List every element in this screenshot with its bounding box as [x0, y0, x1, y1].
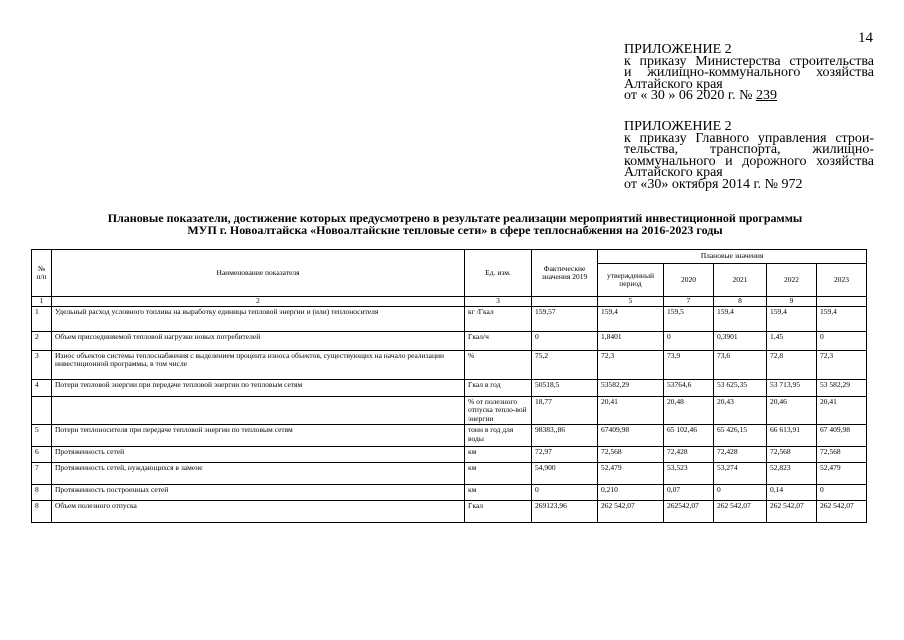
unit-cell: % от полезного отпуска тепло-вой энергии [465, 396, 532, 425]
value-cell: 53764,6 [664, 379, 714, 396]
row-number-cell: 7 [32, 463, 52, 485]
value-cell: 0,3901 [714, 331, 767, 350]
value-cell: 0 [532, 331, 598, 350]
heading-line-2: МУП г. Новоалтайска «Новоалтайские тепловые сети» в сфере теплоснабжения на 2016-2023 годы [187, 223, 723, 237]
header-fact: Фактические значения 2019 [532, 250, 598, 297]
unit-cell: тонн в год для воды [465, 425, 532, 447]
row-number-cell: 2 [32, 331, 52, 350]
value-cell: 54,900 [532, 463, 598, 485]
value-cell: 67409,98 [598, 425, 664, 447]
value-cell: 65 102,46 [664, 425, 714, 447]
table-row [32, 350, 867, 379]
indicator-name-cell: Протяженность сетей [52, 447, 465, 463]
indicators-table [31, 249, 867, 523]
indicator-name-cell: Потери тепловой энергии при передаче тепловой энергии по тепловым сетям [52, 379, 465, 396]
table-row [32, 306, 867, 331]
indicator-name-cell: Потери теплоносителя при передаче тепловой энергии по тепловым сетям [52, 425, 465, 447]
unit-cell: Гкал [465, 501, 532, 523]
value-cell: 262 542,07 [714, 501, 767, 523]
row-number-cell: 8 [32, 501, 52, 523]
value-cell: 20,41 [598, 396, 664, 425]
value-cell: 52,479 [817, 463, 867, 485]
column-number-cell: 9 [767, 297, 817, 307]
column-number-cell [817, 297, 867, 307]
unit-cell: Гкал/ч [465, 331, 532, 350]
document-heading [40, 212, 870, 236]
value-cell: 159,4 [598, 306, 664, 331]
column-number-cell: 5 [598, 297, 664, 307]
unit-cell: кг /Гкал [465, 306, 532, 331]
indicator-name-cell: Объем полезного отпуска [52, 501, 465, 523]
value-cell: 159,4 [817, 306, 867, 331]
value-cell: 72,8 [767, 350, 817, 379]
value-cell: 72,428 [664, 447, 714, 463]
page-number: 14 [858, 30, 873, 46]
value-cell: 0 [664, 331, 714, 350]
appendix-1-line: и жилищно-коммунального хозяйства [624, 65, 874, 80]
value-cell: 53 625,35 [714, 379, 767, 396]
header-num: № п/п [32, 250, 52, 297]
value-cell: 72,3 [817, 350, 867, 379]
unit-cell: км [465, 485, 532, 501]
header-approved: утвержденный период [598, 264, 664, 297]
value-cell: 52,823 [767, 463, 817, 485]
table-header [32, 250, 867, 307]
row-number-cell: 3 [32, 350, 52, 379]
appendix-1-line: к приказу Министерства строительства [624, 53, 874, 69]
value-cell: 20,48 [664, 396, 714, 425]
header-unit: Ед. изм. [465, 250, 532, 297]
appendix-2-line: к приказу Главного управления строи- [624, 130, 874, 146]
header-2023: 2023 [817, 264, 867, 297]
value-cell: 73,9 [664, 350, 714, 379]
indicator-name-cell: Удельный расход условного топлива на выработку единицы тепловой энергии и (или) теплоносителя [52, 306, 465, 331]
value-cell: 72,3 [598, 350, 664, 379]
column-number-cell: 7 [664, 297, 714, 307]
row-number-cell: 5 [32, 425, 52, 447]
value-cell: 72,568 [817, 447, 867, 463]
appendix-1-title: ПРИЛОЖЕНИЕ 2 [624, 42, 732, 57]
value-cell: 52,479 [598, 463, 664, 485]
value-cell: 53582,29 [598, 379, 664, 396]
unit-cell: км [465, 463, 532, 485]
table-row [32, 447, 867, 463]
value-cell: 159,5 [664, 306, 714, 331]
appendix-1-number: 239 [755, 88, 777, 103]
header-2020: 2020 [664, 264, 714, 297]
table-row [32, 425, 867, 447]
unit-cell: Гкал в год [465, 379, 532, 396]
header-2021: 2021 [714, 264, 767, 297]
value-cell: 159,4 [714, 306, 767, 331]
column-numbers-row [32, 297, 867, 307]
value-cell: 0,14 [767, 485, 817, 501]
value-cell: 75,2 [532, 350, 598, 379]
appendix-2-title: ПРИЛОЖЕНИЕ 2 [624, 119, 732, 134]
value-cell: 159,57 [532, 306, 598, 331]
appendix-2-line: тельства, транспорта, жилищно- [624, 142, 874, 157]
appendix-block-2 [624, 121, 874, 190]
value-cell: 262 542,07 [767, 501, 817, 523]
indicator-name-cell: Износ объектов системы теплоснабжения с выделением процента износа объектов, существующих на начало реализации инвестиционной программы, в том числе [52, 350, 465, 379]
value-cell: 0 [817, 331, 867, 350]
heading-line-1: Плановые показатели, достижение которых предусмотрено в результате реализации мероприятий инвестиционной программы [107, 211, 803, 225]
value-cell: 0 [817, 485, 867, 501]
column-number-cell [532, 297, 598, 307]
unit-cell: км [465, 447, 532, 463]
appendix-2-date: от «30» октября 2014 г. № 972 [624, 176, 803, 192]
appendix-1-line: Алтайского края [624, 76, 723, 92]
value-cell: 262 542,07 [598, 501, 664, 523]
row-number-cell: 6 [32, 447, 52, 463]
header-2022: 2022 [767, 264, 817, 297]
value-cell: 66 613,91 [767, 425, 817, 447]
value-cell: 159,4 [767, 306, 817, 331]
table-body [32, 306, 867, 523]
column-number-cell: 1 [32, 297, 52, 307]
appendix-2-line: Алтайского края [624, 165, 723, 180]
value-cell: 72,568 [767, 447, 817, 463]
value-cell: 73,6 [714, 350, 767, 379]
value-cell: 53 713,95 [767, 379, 817, 396]
appendix-1-date-prefix: от « 30 » 06 2020 г. № [624, 88, 753, 103]
appendix-1-date [624, 90, 874, 102]
value-cell: 72,568 [598, 447, 664, 463]
value-cell: 20,41 [817, 396, 867, 425]
header-planned: Плановые значения [598, 250, 867, 264]
value-cell: 1,8401 [598, 331, 664, 350]
value-cell: 53 582,29 [817, 379, 867, 396]
table-row [32, 485, 867, 501]
value-cell: 262 542,07 [817, 501, 867, 523]
value-cell: 72,97 [532, 447, 598, 463]
column-number-cell: 8 [714, 297, 767, 307]
row-number-cell: 8 [32, 485, 52, 501]
table-row [32, 331, 867, 350]
value-cell: 0,210 [598, 485, 664, 501]
appendix-2-line: коммунального и дорожного хозяйства [624, 153, 874, 169]
value-cell: 53,274 [714, 463, 767, 485]
value-cell: 72,428 [714, 447, 767, 463]
row-number-cell: 4 [32, 379, 52, 396]
indicator-name-cell: Протяженность сетей, нуждающихся в замене [52, 463, 465, 485]
column-number-cell: 2 [52, 297, 465, 307]
value-cell: 262542,07 [664, 501, 714, 523]
indicator-name-cell: Объем присоединяемой тепловой нагрузки новых потребителей [52, 331, 465, 350]
value-cell: 65 426,15 [714, 425, 767, 447]
value-cell: 53,523 [664, 463, 714, 485]
value-cell: 20,43 [714, 396, 767, 425]
table-row [32, 396, 867, 425]
unit-cell: % [465, 350, 532, 379]
appendix-block-1 [624, 44, 874, 102]
value-cell: 18,77 [532, 396, 598, 425]
value-cell: 50518,5 [532, 379, 598, 396]
indicator-name-cell [52, 396, 465, 425]
value-cell: 0,07 [664, 485, 714, 501]
value-cell: 0 [532, 485, 598, 501]
value-cell: 20,46 [767, 396, 817, 425]
value-cell: 98383,,86 [532, 425, 598, 447]
value-cell: 1,45 [767, 331, 817, 350]
table-row [32, 501, 867, 523]
row-number-cell [32, 396, 52, 425]
table-row [32, 379, 867, 396]
row-number-cell: 1 [32, 306, 52, 331]
header-name: Наименование показателя [52, 250, 465, 297]
indicator-name-cell: Протяженность построенных сетей [52, 485, 465, 501]
table-row [32, 463, 867, 485]
value-cell: 67 409,98 [817, 425, 867, 447]
value-cell: 0 [714, 485, 767, 501]
column-number-cell: 3 [465, 297, 532, 307]
value-cell: 269123,96 [532, 501, 598, 523]
